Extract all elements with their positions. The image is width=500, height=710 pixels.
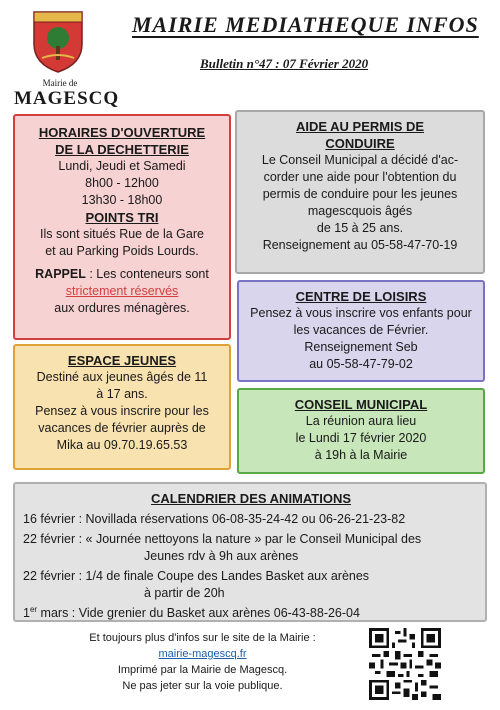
calendrier-row-3b: à partir de 20h (144, 586, 225, 600)
permis-line-4: magescquois âgés (307, 204, 413, 218)
loisirs-box (237, 280, 485, 382)
calendrier-row-4-rest: mars : Vide grenier du Basket aux arènes 06-43-88-26-04 (37, 606, 360, 620)
conseil-box (237, 388, 485, 474)
calendrier-row-4 (23, 605, 479, 622)
jeunes-line-3: Pensez à vous inscrire pour les (35, 404, 209, 418)
conseil-line-1: La réunion aura lieu (305, 414, 417, 428)
loisirs-line-4: au 05-58-47-79-02 (309, 357, 413, 371)
qr-code-icon[interactable] (369, 628, 441, 700)
decheterie-hours-2: 13h30 - 18h00 (81, 193, 163, 207)
page-title: MAIRIE MEDIATHEQUE INFOS (132, 12, 479, 37)
rappel-end: aux ordures ménagères. (54, 301, 190, 315)
coat-of-arms-icon (30, 8, 86, 74)
loisirs-line-3: Renseignement Seb (304, 340, 418, 354)
calendrier-row-2a: 22 février : « Journée nettoyons la nature » par le Conseil Municipal des (23, 532, 422, 546)
footer-line-3: Ne pas jeter sur la voie publique. (122, 680, 283, 692)
permis-line-3: permis de conduire pour les jeunes (262, 187, 458, 201)
decheterie-heading-1: HORAIRES D'OUVERTURE (38, 125, 206, 140)
jeunes-box (13, 344, 231, 470)
points-tri-line-2: et au Parking Poids Lourds. (45, 244, 199, 258)
mairie-de-label: Mairie de (42, 78, 78, 88)
jeunes-heading: ESPACE JEUNES (67, 353, 177, 368)
points-tri-heading: POINTS TRI (85, 210, 159, 225)
permis-heading-2: CONDUIRE (325, 136, 395, 151)
rappel-highlight: strictement réservés (65, 284, 179, 298)
calendrier-row-2 (23, 531, 479, 565)
permis-heading-1: AIDE AU PERMIS DE (295, 119, 425, 134)
bulletin-number: Bulletin n°47 : 07 Février 2020 (200, 56, 369, 71)
decheterie-heading-2: DE LA DECHETTERIE (55, 142, 189, 157)
calendrier-row-3 (23, 568, 479, 602)
calendrier-row-1: 16 février : Novillada réservations 06-08-35-24-42 ou 06-26-21-23-82 (23, 512, 406, 526)
permis-line-6: Renseignement au 05-58-47-70-19 (262, 238, 458, 252)
footer-line-2: Imprimé par la Mairie de Magescq. (117, 664, 288, 676)
loisirs-line-2: les vacances de Février. (293, 323, 429, 337)
rappel-line (15, 266, 229, 283)
calendrier-box (13, 482, 487, 622)
town-name: MAGESCQ (14, 88, 120, 109)
permis-line-5: de 15 à 25 ans. (316, 221, 404, 235)
calendrier-row-3a: 22 février : 1/4 de finale Coupe des Landes Basket aux arènes (23, 569, 370, 583)
calendrier-row-2b: Jeunes rdv à 9h aux arènes (144, 549, 299, 563)
decheterie-hours-1: 8h00 - 12h00 (85, 176, 159, 190)
loisirs-line-1: Pensez à vous inscrire vos enfants pour (250, 306, 472, 320)
rappel-text: : Les conteneurs sont (85, 267, 209, 281)
conseil-heading: CONSEIL MUNICIPAL (294, 397, 428, 412)
permis-line-1: Le Conseil Municipal a décidé d'ac- (261, 153, 459, 167)
permis-box (235, 110, 485, 274)
footer-line-1: Et toujours plus d'infos sur le site de la Mairie : (89, 632, 316, 644)
conseil-line-3: à 19h à la Mairie (314, 448, 408, 462)
jeunes-line-1: Destiné aux jeunes âgés de 11 (36, 370, 208, 384)
rappel-label: RAPPEL (35, 267, 86, 281)
calendrier-row-4-sup: er (29, 604, 38, 614)
permis-line-2: corder une aide pour l'obtention du (263, 170, 457, 184)
footer (60, 630, 345, 694)
decheterie-days: Lundi, Jeudi et Samedi (58, 159, 186, 173)
conseil-line-2: le Lundi 17 février 2020 (295, 431, 427, 445)
decheterie-box (13, 114, 231, 340)
points-tri-line-1: Ils sont situés Rue de la Gare (40, 227, 204, 241)
jeunes-line-4: vacances de février auprès de (38, 421, 206, 435)
jeunes-line-5: Mika au 09.70.19.65.53 (56, 438, 188, 452)
loisirs-heading: CENTRE DE LOISIRS (295, 289, 427, 304)
jeunes-line-2: à 17 ans. (96, 387, 148, 401)
website-link[interactable]: mairie-magescq.fr (158, 648, 247, 660)
calendrier-row-4-day: 1 (23, 606, 30, 620)
calendrier-heading: CALENDRIER DES ANIMATIONS (150, 491, 352, 506)
